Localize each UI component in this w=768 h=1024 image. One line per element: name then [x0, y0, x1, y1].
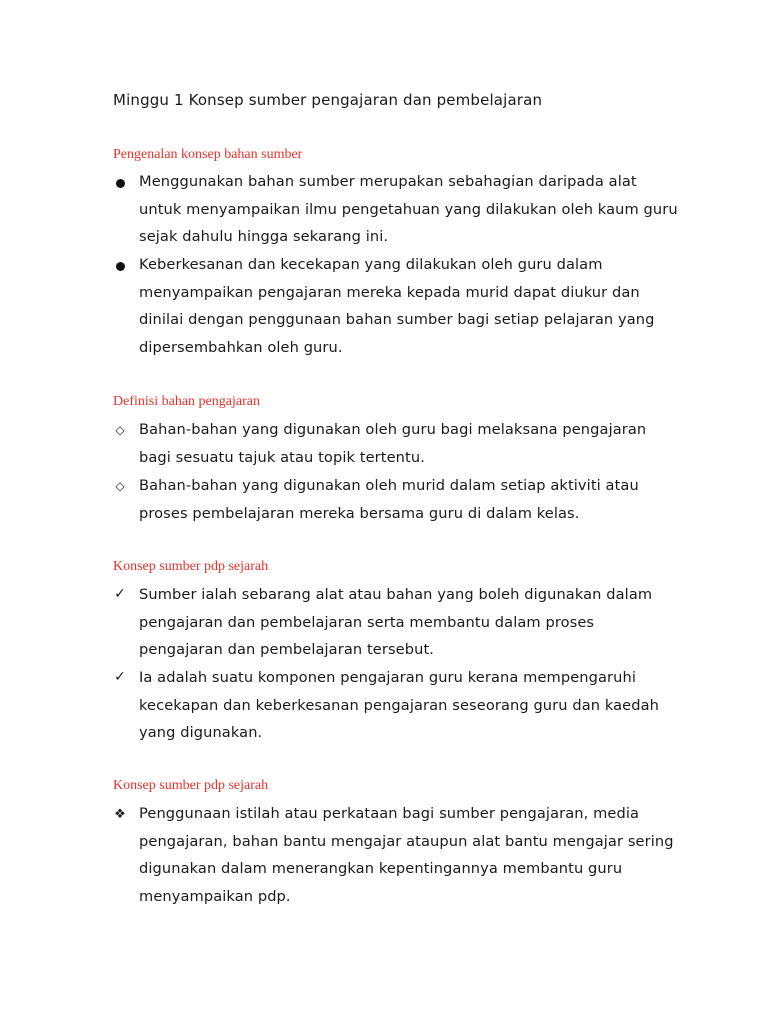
filled-circle-bullet-icon	[113, 259, 127, 273]
section-heading: Konsep sumber pdp sejarah	[113, 778, 269, 793]
list-item-text: Ia adalah suatu komponen pengajaran guru kerana mempengaruhi kecekapan dan keberkesanan pengajaran seseorang guru dan kaedah yang digunakan.	[139, 669, 660, 741]
checkmark-bullet-icon: ✓	[114, 586, 126, 602]
list-item-text: Menggunakan bahan sumber merupakan sebahagian daripada alat untuk menyampaikan ilmu pengetahuan yang dilakukan oleh kaum guru sejak dahulu hingga sekarang ini.	[139, 173, 678, 245]
filled-circle-bullet-icon	[113, 176, 127, 190]
hollow-diamond-bullet-icon: ◇	[115, 423, 125, 437]
list-item-text: Keberkesanan dan kecekapan yang dilakukan oleh guru dalam menyampaikan pengajaran mereka kepada murid dapat diukur dan dinilai dengan penggunaan bahan sumber bagi setiap pelajaran yang dipersembahkan oleh guru.	[139, 256, 655, 356]
four-diamond-bullet-icon: ❖	[114, 806, 126, 822]
document-title: Minggu 1 Konsep sumber pengajaran dan pembelajaran	[113, 91, 543, 109]
list-item-text: Bahan-bahan yang digunakan oleh guru bagi melaksana pengajaran bagi sesuatu tajuk atau topik tertentu.	[139, 421, 647, 466]
list-item-text: Penggunaan istilah atau perkataan bagi sumber pengajaran, media pengajaran, bahan bantu mengajar ataupun alat bantu mengajar sering digunakan dalam menerangkan kepentingannya membantu guru menyampaikan pdp.	[139, 805, 674, 905]
checkmark-bullet-icon: ✓	[114, 669, 126, 685]
list-item-text: Sumber ialah sebarang alat atau bahan yang boleh digunakan dalam pengajaran dan pembelajaran serta membantu dalam proses pengajaran dan pembelajaran tersebut.	[139, 586, 653, 658]
section-heading: Definisi bahan pengajaran	[113, 394, 260, 409]
section-heading: Konsep sumber pdp sejarah	[113, 559, 269, 574]
list-item-text: Bahan-bahan yang digunakan oleh murid dalam setiap aktiviti atau proses pembelajaran mereka bersama guru di dalam kelas.	[139, 477, 639, 522]
section-heading: Pengenalan konsep bahan sumber	[113, 147, 303, 162]
hollow-diamond-bullet-icon: ◇	[115, 479, 125, 493]
